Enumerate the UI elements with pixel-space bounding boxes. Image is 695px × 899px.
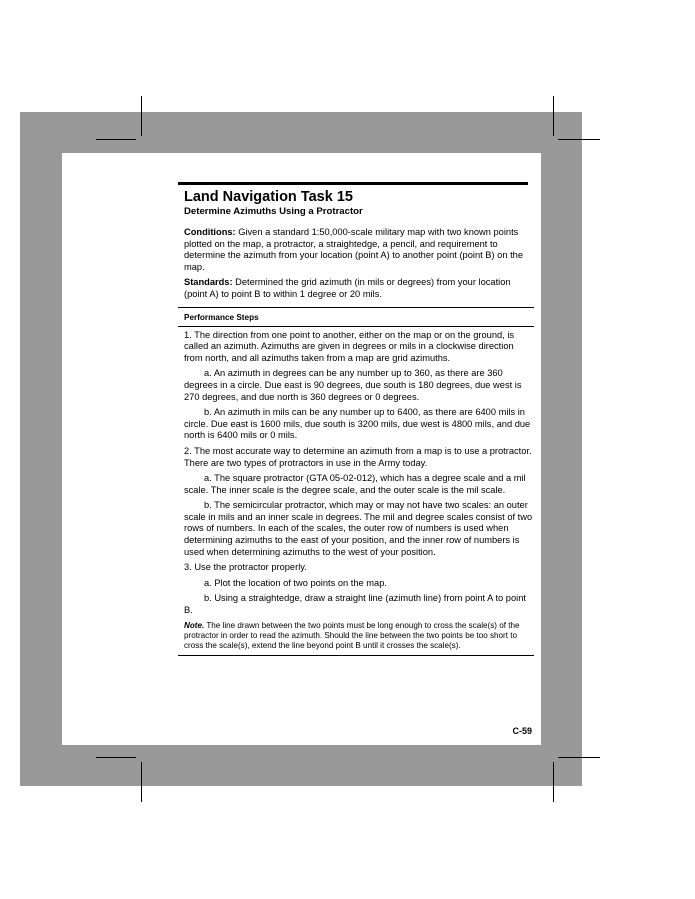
crop-mark-top-left-horizontal (96, 139, 136, 140)
step-paragraph: 1. The direction from one point to another, either on the map or on the ground, is called an azimuth. Azimuths are given in degrees or mils in a clockwise direction from north, and all azimuths taken from a map are grid azimuths. (184, 329, 515, 363)
crop-mark-bottom-right-horizontal (558, 757, 600, 758)
step-paragraph: b. The semicircular protractor, which may or may not have two scales: an outer scale in mils and an inner scale in degrees. The mil and degree scales consist of two rows of numbers. In each of the scales, the outer row of numbers is used when determining azimuths to the east of your position, and the inner row of numbers is used when determining azimuths to the west of your position. (184, 500, 533, 557)
conditions-paragraph (184, 227, 533, 273)
step-paragraph: 2. The most accurate way to determine an azimuth from a map is to use a protractor. There are two types of protractors in use in the Army today. (184, 445, 532, 468)
crop-mark-top-right-vertical (553, 96, 554, 136)
crop-mark-bottom-left-vertical (141, 762, 142, 802)
note-text: The line drawn between the two points must be long enough to cross the scale(s) of the protractor in order to read the azimuth. Should the line between the two points be too short to cross the scale(s), extend the line beyond point B until it crosses the scale(s). (184, 620, 520, 650)
step-paragraph: b. Using a straightedge, draw a straight line (azimuth line) from point A to point B. (184, 593, 526, 616)
step-paragraph: 3. Use the protractor properly. (184, 562, 307, 573)
title-rule (178, 182, 528, 185)
task-subtitle: Determine Azimuths Using a Protractor (184, 206, 363, 217)
crop-mark-bottom-left-horizontal (96, 757, 136, 758)
standards-paragraph (184, 277, 533, 300)
note-paragraph (184, 621, 533, 651)
step-paragraph: b. An azimuth in mils can be any number up to 6400, as there are 6400 mils in circle. Due east is 1600 mils, due south is 3200 mils, due west is 4800 mils, and due north is 6400 mils or 0 mils. (184, 407, 531, 441)
step-paragraph: a. The square protractor (GTA 05-02-012), which has a degree scale and a mil scale. The inner scale is the degree scale, and the outer scale is the mil scale. (184, 473, 526, 495)
standards-label: Standards: (184, 277, 233, 288)
bottom-rule (178, 655, 534, 656)
standards-text: Determined the grid azimuth (in mils or degrees) from your location (point A) to point B to within 1 degree or 20 mils. (184, 277, 511, 299)
page-number: C-59 (512, 726, 532, 736)
step-paragraph: a. An azimuth in degrees can be any number up to 360, as there are 360 degrees in a circle. Due east is 90 degrees, due south is 180 degrees, due west is 270 degrees, and due north is 360 degrees or 0 degrees. (184, 368, 522, 402)
performance-steps (184, 327, 533, 651)
task-content (184, 182, 533, 656)
performance-steps-heading: Performance Steps (184, 312, 259, 322)
step-paragraph: a. Plot the location of two points on the map. (204, 577, 387, 588)
crop-mark-bottom-right-vertical (553, 762, 554, 802)
crop-mark-top-right-horizontal (558, 139, 600, 140)
task-title: Land Navigation Task 15 (184, 189, 353, 205)
note-label: Note. (184, 620, 205, 630)
conditions-label: Conditions: (184, 227, 236, 237)
conditions-text: Given a standard 1:50,000-scale military map with two known points plotted on the map, a protractor, a straightedge, a pencil, and requirement to determine the azimuth from your location (point A) to another point (point B) on the map. (184, 227, 524, 272)
crop-mark-top-left-vertical (141, 96, 142, 136)
